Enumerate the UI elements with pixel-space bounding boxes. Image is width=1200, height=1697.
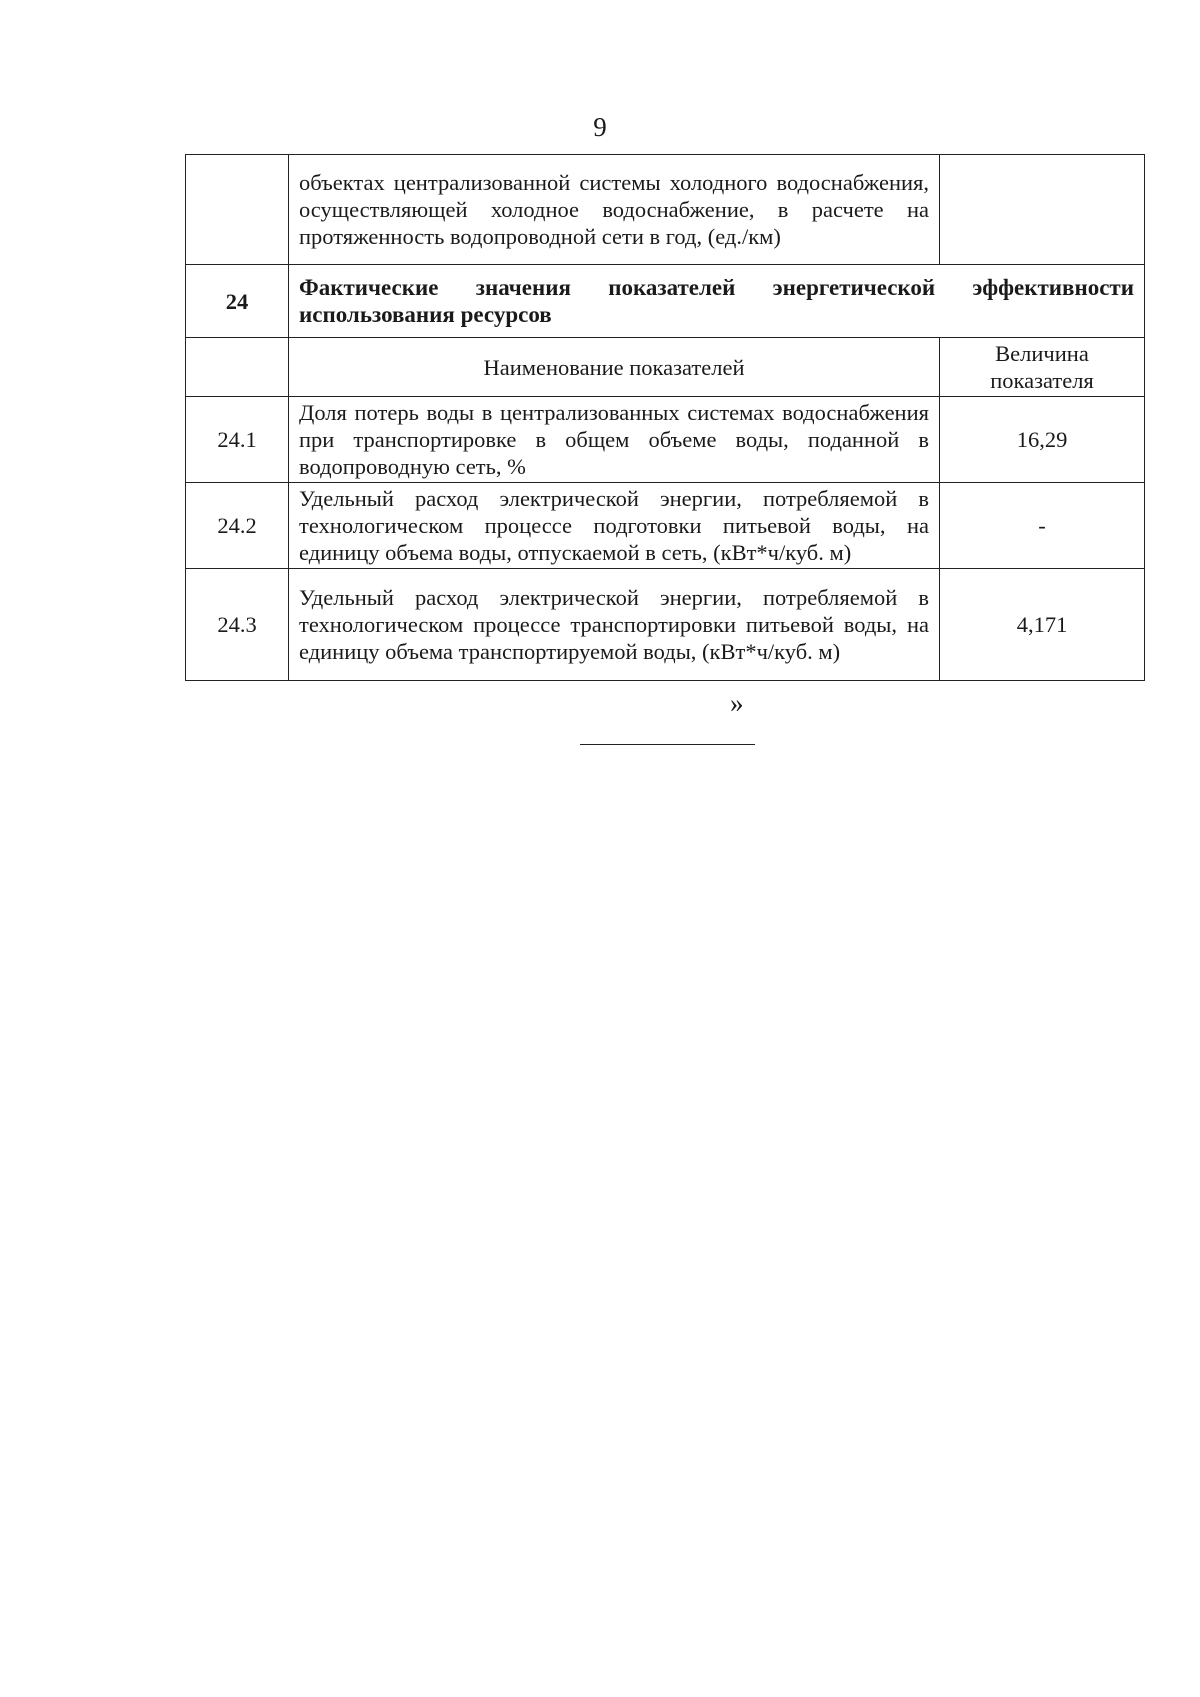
row-number: 24.3 <box>186 569 289 681</box>
row-number: 24.2 <box>186 483 289 569</box>
closing-quote: » <box>730 688 744 718</box>
row-description: Удельный расход электрической энергии, потребляемой в технологическом процессе транспортировки питьевой воды, на единицу объема транспортируемой воды, (кВт*ч/куб. м) <box>289 569 940 681</box>
section-title: Фактические значения показателей энергетической эффективности использования ресурсов <box>289 265 1145 338</box>
table-row <box>186 569 1145 681</box>
indicators-table <box>185 154 1145 681</box>
section-row <box>186 265 1145 338</box>
table-header-row <box>186 338 1145 397</box>
header-name: Наименование показателей <box>289 338 940 397</box>
end-divider <box>580 744 755 745</box>
row-description: объектах централизованной системы холодного водоснабжения, осуществляющей холодное водоснабжение, в расчете на протяженность водопроводной сети в год, (ед./км) <box>289 155 940 265</box>
table-row <box>186 397 1145 483</box>
header-value: Величина показателя <box>940 338 1145 397</box>
row-value: - <box>940 483 1145 569</box>
header-number <box>186 338 289 397</box>
row-value: 16,29 <box>940 397 1145 483</box>
row-number: 24.1 <box>186 397 289 483</box>
row-number <box>186 155 289 265</box>
row-value: 4,171 <box>940 569 1145 681</box>
row-description: Доля потерь воды в централизованных системах водоснабжения при транспортировке в общем объеме воды, поданной в водопроводную сеть, % <box>289 397 940 483</box>
table-row <box>186 483 1145 569</box>
page-number: 9 <box>593 112 607 142</box>
row-value <box>940 155 1145 265</box>
table-row-continued <box>186 155 1145 265</box>
section-number: 24 <box>186 265 289 338</box>
row-description: Удельный расход электрической энергии, потребляемой в технологическом процессе подготовки питьевой воды, на единицу объема воды, отпускаемой в сеть, (кВт*ч/куб. м) <box>289 483 940 569</box>
